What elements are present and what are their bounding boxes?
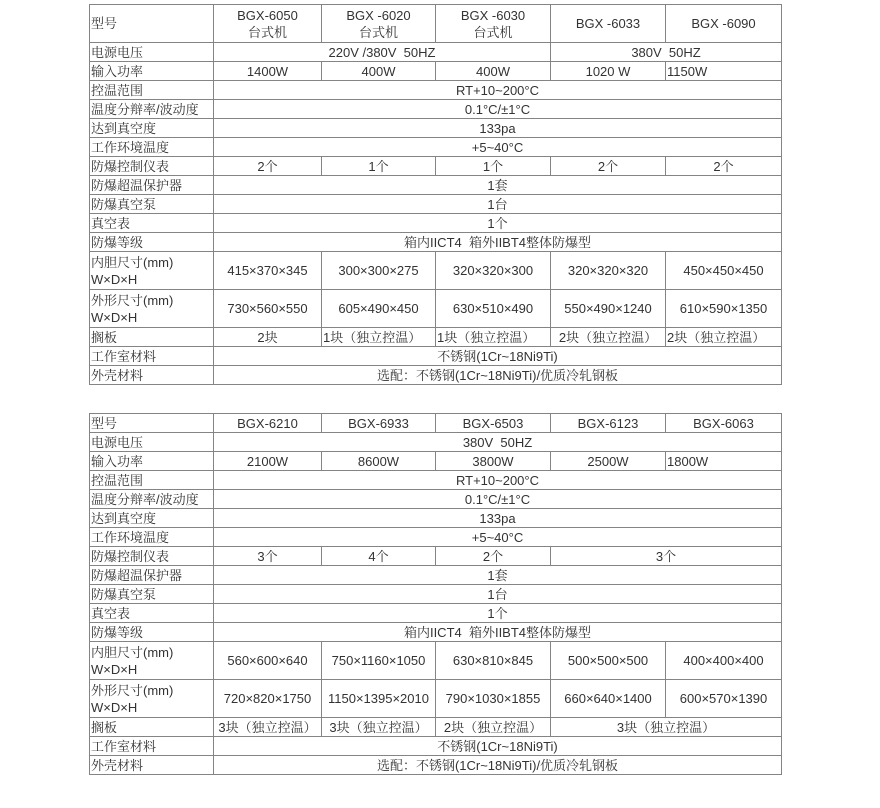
row-label: 温度分辩率/波动度 (90, 100, 214, 119)
row-label-line1: 外形尺寸(mm) (91, 682, 174, 698)
row-label: 防爆控制仪表 (90, 157, 214, 176)
spec-cell: 2个 (436, 547, 551, 566)
model-cell: BGX-6933 (322, 414, 436, 433)
spec-cell: 415×370×345 (214, 252, 322, 290)
spec-cell: 133pa (214, 119, 782, 138)
spec-cell: 380V 50HZ (214, 433, 782, 452)
spec-cell: 1150×1395×2010 (322, 680, 436, 718)
spec-cell: 450×450×450 (666, 252, 782, 290)
row-label-line2: W×D×H (91, 661, 138, 677)
table-row (90, 452, 782, 471)
spec-cell: 320×320×320 (551, 252, 666, 290)
spec-cell: 2个 (666, 157, 782, 176)
spec-cell: 750×1160×1050 (322, 642, 436, 680)
row-label-line2: W×D×H (91, 699, 138, 715)
row-label: 工作室材料 (90, 347, 214, 366)
row-label-line1: 外形尺寸(mm) (91, 292, 174, 308)
spec-cell: 不锈钢(1Cr~18Ni9Ti) (214, 737, 782, 756)
spec-cell: 3块（独立控温） (551, 718, 782, 737)
table-row (90, 290, 782, 328)
table-row (90, 566, 782, 585)
spec-cell: 3个 (551, 547, 782, 566)
row-label: 工作环境温度 (90, 138, 214, 157)
table-row (90, 5, 782, 43)
row-label (90, 680, 214, 718)
row-label: 控温范围 (90, 81, 214, 100)
spec-cell: 0.1°C/±1°C (214, 100, 782, 119)
table-row (90, 547, 782, 566)
spec-cell: 3800W (436, 452, 551, 471)
spec-cell: 8600W (322, 452, 436, 471)
row-label (90, 642, 214, 680)
row-label: 真空表 (90, 604, 214, 623)
spec-sheet (89, 4, 782, 775)
row-label: 电源电压 (90, 43, 214, 62)
spec-cell: 320×320×300 (436, 252, 551, 290)
row-label: 防爆真空泵 (90, 585, 214, 604)
model-type: 台式机 (473, 24, 513, 40)
spec-table-2 (89, 413, 782, 775)
row-label: 达到真空度 (90, 509, 214, 528)
row-label: 工作环境温度 (90, 528, 214, 547)
spec-cell: 2块 (214, 328, 322, 347)
spec-cell: 630×810×845 (436, 642, 551, 680)
model-cell: BGX-6210 (214, 414, 322, 433)
row-label: 防爆控制仪表 (90, 547, 214, 566)
row-label: 防爆等级 (90, 233, 214, 252)
row-label: 输入功率 (90, 452, 214, 471)
spec-cell: 0.1°C/±1°C (214, 490, 782, 509)
spec-cell: 1块（独立控温） (436, 328, 551, 347)
model-name: BGX-6050 (237, 7, 298, 23)
spec-cell: 133pa (214, 509, 782, 528)
spec-cell: 790×1030×1855 (436, 680, 551, 718)
table-row (90, 737, 782, 756)
table-row (90, 528, 782, 547)
spec-cell: 610×590×1350 (666, 290, 782, 328)
model-name: BGX -6030 (460, 7, 526, 23)
model-name: BGX -6020 (346, 7, 411, 23)
spec-cell: 560×600×640 (214, 642, 322, 680)
spec-cell: 600×570×1390 (666, 680, 782, 718)
table-row (90, 414, 782, 433)
spec-cell: 1400W (214, 62, 322, 81)
spec-cell: 400W (436, 62, 551, 81)
spec-cell: 2块（独立控温） (551, 328, 666, 347)
spec-cell: 箱内IICT4 箱外IIBT4整体防爆型 (214, 623, 782, 642)
spec-cell: 500×500×500 (551, 642, 666, 680)
spec-cell: 630×510×490 (436, 290, 551, 328)
row-label: 防爆真空泵 (90, 195, 214, 214)
row-label: 达到真空度 (90, 119, 214, 138)
row-label: 防爆超温保护器 (90, 176, 214, 195)
row-label (90, 252, 214, 290)
spec-table-1 (89, 4, 782, 385)
spec-cell: 660×640×1400 (551, 680, 666, 718)
table-row (90, 328, 782, 347)
table-row (90, 642, 782, 680)
table-gap (89, 385, 782, 413)
spec-cell: 730×560×550 (214, 290, 322, 328)
model-cell (436, 5, 551, 43)
spec-cell: 1个 (214, 214, 782, 233)
spec-cell: 2个 (551, 157, 666, 176)
spec-cell: +5~40°C (214, 138, 782, 157)
spec-cell: 3块（独立控温） (322, 718, 436, 737)
table-row (90, 433, 782, 452)
row-label: 防爆超温保护器 (90, 566, 214, 585)
table-row (90, 490, 782, 509)
spec-cell: 1套 (214, 176, 782, 195)
row-label: 温度分辩率/波动度 (90, 490, 214, 509)
model-cell: BGX -6090 (666, 5, 782, 43)
model-cell (214, 5, 322, 43)
spec-cell: 1块（独立控温） (322, 328, 436, 347)
model-cell: BGX-6123 (551, 414, 666, 433)
model-cell (322, 5, 436, 43)
spec-cell: 400×400×400 (666, 642, 782, 680)
spec-cell: 2块（独立控温） (666, 328, 782, 347)
table-row (90, 585, 782, 604)
spec-cell: 220V /380V 50HZ (214, 43, 551, 62)
spec-cell: 1台 (214, 585, 782, 604)
table-row (90, 471, 782, 490)
row-label: 真空表 (90, 214, 214, 233)
model-cell: BGX-6063 (666, 414, 782, 433)
spec-cell: 1台 (214, 195, 782, 214)
spec-cell: RT+10~200°C (214, 471, 782, 490)
row-label: 型号 (90, 5, 214, 43)
spec-cell: 2500W (551, 452, 666, 471)
spec-cell: +5~40°C (214, 528, 782, 547)
row-label (90, 290, 214, 328)
table-row (90, 176, 782, 195)
row-label-line2: W×D×H (91, 271, 138, 287)
model-cell: BGX-6503 (436, 414, 551, 433)
spec-cell: 1150W (666, 62, 782, 81)
spec-cell: 2个 (214, 157, 322, 176)
row-label: 外壳材料 (90, 756, 214, 775)
model-type: 台式机 (358, 24, 398, 40)
row-label: 搁板 (90, 718, 214, 737)
model-type: 台式机 (247, 24, 287, 40)
spec-cell: 605×490×450 (322, 290, 436, 328)
table-row (90, 138, 782, 157)
spec-cell: 选配：不锈钢(1Cr~18Ni9Ti)/优质冷轧钢板 (214, 366, 782, 385)
spec-cell: 380V 50HZ (551, 43, 782, 62)
spec-cell: 4个 (322, 547, 436, 566)
spec-cell: 1800W (666, 452, 782, 471)
table-row (90, 623, 782, 642)
table-row (90, 81, 782, 100)
table-row (90, 100, 782, 119)
table-row (90, 252, 782, 290)
row-label: 输入功率 (90, 62, 214, 81)
model-cell: BGX -6033 (551, 5, 666, 43)
spec-cell: 1个 (436, 157, 551, 176)
row-label: 外壳材料 (90, 366, 214, 385)
table-row (90, 119, 782, 138)
spec-cell: 2块（独立控温） (436, 718, 551, 737)
spec-cell: 300×300×275 (322, 252, 436, 290)
table-row (90, 195, 782, 214)
spec-cell: 1个 (322, 157, 436, 176)
row-label: 防爆等级 (90, 623, 214, 642)
table-row (90, 604, 782, 623)
spec-cell: 1020 W (551, 62, 666, 81)
table-row (90, 509, 782, 528)
spec-cell: 400W (322, 62, 436, 81)
spec-cell: 箱内IICT4 箱外IIBT4整体防爆型 (214, 233, 782, 252)
spec-cell: 3个 (214, 547, 322, 566)
spec-cell: 不锈钢(1Cr~18Ni9Ti) (214, 347, 782, 366)
spec-cell: 选配：不锈钢(1Cr~18Ni9Ti)/优质冷轧钢板 (214, 756, 782, 775)
table-row (90, 62, 782, 81)
table-row (90, 680, 782, 718)
row-label-line1: 内胆尺寸(mm) (91, 254, 174, 270)
spec-cell: 720×820×1750 (214, 680, 322, 718)
table-row (90, 157, 782, 176)
table-row (90, 366, 782, 385)
table-row (90, 718, 782, 737)
spec-cell: RT+10~200°C (214, 81, 782, 100)
table-row (90, 43, 782, 62)
table-row (90, 233, 782, 252)
row-label-line1: 内胆尺寸(mm) (91, 644, 174, 660)
row-label-line2: W×D×H (91, 309, 138, 325)
row-label: 工作室材料 (90, 737, 214, 756)
row-label: 电源电压 (90, 433, 214, 452)
table-row (90, 756, 782, 775)
table-row (90, 214, 782, 233)
row-label: 控温范围 (90, 471, 214, 490)
spec-cell: 550×490×1240 (551, 290, 666, 328)
spec-cell: 1套 (214, 566, 782, 585)
spec-cell: 1个 (214, 604, 782, 623)
row-label: 型号 (90, 414, 214, 433)
spec-cell: 2100W (214, 452, 322, 471)
spec-cell: 3块（独立控温） (214, 718, 322, 737)
table-row (90, 347, 782, 366)
row-label: 搁板 (90, 328, 214, 347)
